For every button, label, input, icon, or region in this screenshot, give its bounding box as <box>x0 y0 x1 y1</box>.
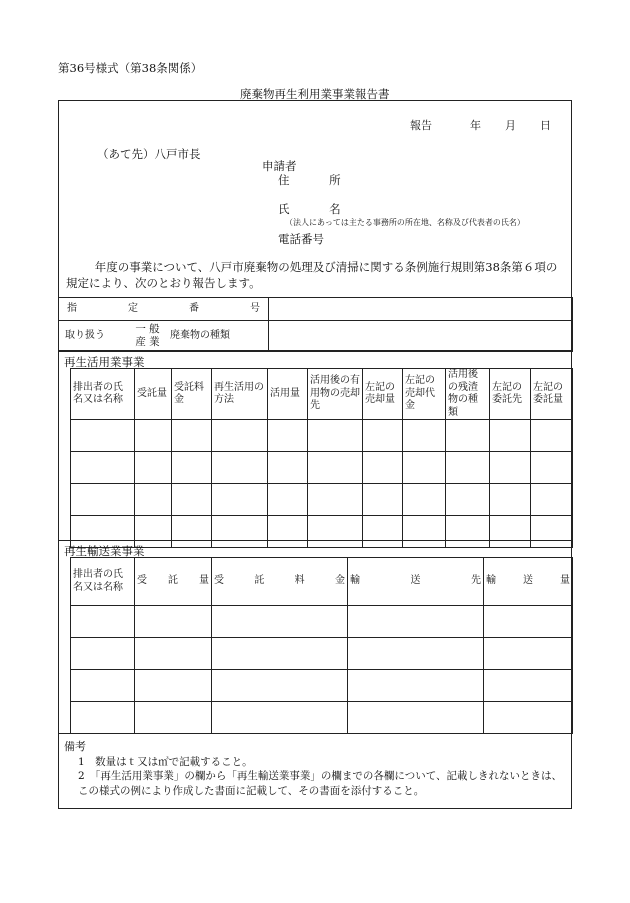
table-cell[interactable] <box>363 452 403 484</box>
table-cell[interactable] <box>268 452 308 484</box>
report-label: 報告 <box>410 119 432 132</box>
table-cell[interactable] <box>308 452 363 484</box>
table-cell[interactable] <box>212 420 268 452</box>
table-cell[interactable] <box>348 670 484 702</box>
table-cell[interactable] <box>531 420 573 452</box>
table-cell[interactable] <box>212 516 268 548</box>
table-cell[interactable] <box>172 484 212 516</box>
divider <box>58 733 572 734</box>
table-cell[interactable] <box>71 702 135 734</box>
phone-label: 電話番号 <box>278 232 324 246</box>
table-cell[interactable] <box>490 516 531 548</box>
table-cell[interactable] <box>490 420 531 452</box>
table-cell[interactable] <box>135 420 172 452</box>
recycling-header: 再生活用の方法 <box>212 369 268 420</box>
table-row <box>71 638 573 670</box>
waste-type-field[interactable] <box>269 321 573 352</box>
divider <box>58 297 572 298</box>
recycling-header: 左記の売却量 <box>363 369 403 420</box>
divider <box>58 350 572 351</box>
transport-section-label: 再生輸送業事業 <box>64 544 145 558</box>
waste-kind-label: 廃棄物の種類 <box>170 329 230 341</box>
table-row <box>71 702 573 734</box>
table-cell[interactable] <box>348 638 484 670</box>
recycling-header: 排出者の氏名又は名称 <box>71 369 135 420</box>
table-cell[interactable] <box>531 452 573 484</box>
table-cell[interactable] <box>403 452 446 484</box>
table-row <box>71 452 573 484</box>
month-label: 月 <box>505 119 516 132</box>
table-cell[interactable] <box>484 670 573 702</box>
notes-title: 備考 <box>64 740 86 753</box>
table-cell[interactable] <box>484 702 573 734</box>
designation-number-label: 指 定 番 号 <box>59 298 269 321</box>
name-label: 氏 名 <box>278 202 359 216</box>
table-row <box>71 484 573 516</box>
table-cell[interactable] <box>71 420 135 452</box>
table-cell[interactable] <box>71 670 135 702</box>
addressee: （あて先）八戸市長 <box>97 147 201 161</box>
recycling-header: 左記の委託先 <box>490 369 531 420</box>
table-cell[interactable] <box>71 452 135 484</box>
handle-label: 取り扱う <box>65 329 105 341</box>
general-label: 一 般 <box>135 323 160 335</box>
table-row <box>71 670 573 702</box>
address-label: 住 所 <box>278 173 359 187</box>
table-row <box>71 420 573 452</box>
form-number: 第36号様式（第38条関係） <box>58 61 203 75</box>
table-cell[interactable] <box>403 516 446 548</box>
transport-header: 受託量 <box>135 558 212 606</box>
table-cell[interactable] <box>172 452 212 484</box>
table-cell[interactable] <box>490 484 531 516</box>
table-cell[interactable] <box>308 516 363 548</box>
table-cell[interactable] <box>135 702 212 734</box>
table-cell[interactable] <box>490 452 531 484</box>
table-cell[interactable] <box>484 606 573 638</box>
table-cell[interactable] <box>363 484 403 516</box>
table-cell[interactable] <box>212 702 348 734</box>
table-cell[interactable] <box>348 606 484 638</box>
table-cell[interactable] <box>403 420 446 452</box>
designation-number-field[interactable] <box>269 298 573 321</box>
table-cell[interactable] <box>348 702 484 734</box>
industrial-label: 産 業 <box>135 336 160 348</box>
recycling-header: 受託量 <box>135 369 172 420</box>
waste-type-label <box>59 321 269 352</box>
day-label: 日 <box>540 119 551 132</box>
note-item: 2 「再生活用業事業」の欄から「再生輸送業事業」の欄までの各欄について、記載しきれないときは、この様式の例により作成した書面に記載して、その書面を添付すること。 <box>78 770 563 797</box>
transport-header: 受託料金 <box>212 558 348 606</box>
recycling-header: 活用後の残渣物の種類 <box>446 369 490 420</box>
recycling-section-label: 再生活用業事業 <box>64 355 145 369</box>
recycling-table <box>70 368 573 548</box>
transport-header-row <box>71 558 573 606</box>
table-cell[interactable] <box>446 516 490 548</box>
table-cell[interactable] <box>363 516 403 548</box>
table-cell[interactable] <box>308 484 363 516</box>
table-cell[interactable] <box>172 420 212 452</box>
table-cell[interactable] <box>308 420 363 452</box>
note-item: 1 数量はｔ又は㎥で記載すること。 <box>78 756 253 768</box>
recycling-header: 左記の売却代金 <box>403 369 446 420</box>
transport-header: 排出者の氏名又は名称 <box>71 558 135 606</box>
recycling-header: 活用量 <box>268 369 308 420</box>
report-statement: 年度の事業について、八戸市廃棄物の処理及び清掃に関する条例施行規則第38条第６項の規定により、次のとおり報告します。 <box>66 260 558 290</box>
table-cell[interactable] <box>212 452 268 484</box>
table-cell[interactable] <box>484 638 573 670</box>
table-cell[interactable] <box>531 516 573 548</box>
table-cell[interactable] <box>172 516 212 548</box>
transport-table <box>70 557 573 734</box>
recycling-header: 活用後の有用物の売却先 <box>308 369 363 420</box>
designation-table <box>58 297 573 352</box>
table-row <box>71 516 573 548</box>
table-cell[interactable] <box>71 484 135 516</box>
applicant-label: 申請者 <box>262 159 297 173</box>
divider <box>58 540 572 541</box>
transport-header: 輸送量 <box>484 558 573 606</box>
table-cell[interactable] <box>135 452 172 484</box>
table-cell[interactable] <box>135 638 212 670</box>
table-cell[interactable] <box>446 420 490 452</box>
transport-header: 輸送先 <box>348 558 484 606</box>
table-cell[interactable] <box>446 484 490 516</box>
table-cell[interactable] <box>212 484 268 516</box>
table-cell[interactable] <box>135 606 212 638</box>
report-date <box>410 117 551 133</box>
table-cell[interactable] <box>135 670 212 702</box>
recycling-header-row <box>71 369 573 420</box>
table-cell[interactable] <box>363 420 403 452</box>
table-cell[interactable] <box>71 606 135 638</box>
table-cell[interactable] <box>531 484 573 516</box>
table-row <box>71 606 573 638</box>
name-note: （法人にあっては主たる事務所の所在地、名称及び代表者の氏名） <box>285 218 525 227</box>
recycling-header: 左記の委託量 <box>531 369 573 420</box>
table-cell[interactable] <box>268 516 308 548</box>
year-label: 年 <box>470 119 481 132</box>
table-cell[interactable] <box>212 638 348 670</box>
document-title: 廃棄物再生利用業事業報告書 <box>240 87 390 101</box>
table-cell[interactable] <box>71 638 135 670</box>
table-cell[interactable] <box>268 420 308 452</box>
table-cell[interactable] <box>446 452 490 484</box>
table-cell[interactable] <box>135 484 172 516</box>
table-cell[interactable] <box>403 484 446 516</box>
table-cell[interactable] <box>212 606 348 638</box>
table-cell[interactable] <box>212 670 348 702</box>
table-cell[interactable] <box>268 484 308 516</box>
recycling-header: 受託料金 <box>172 369 212 420</box>
